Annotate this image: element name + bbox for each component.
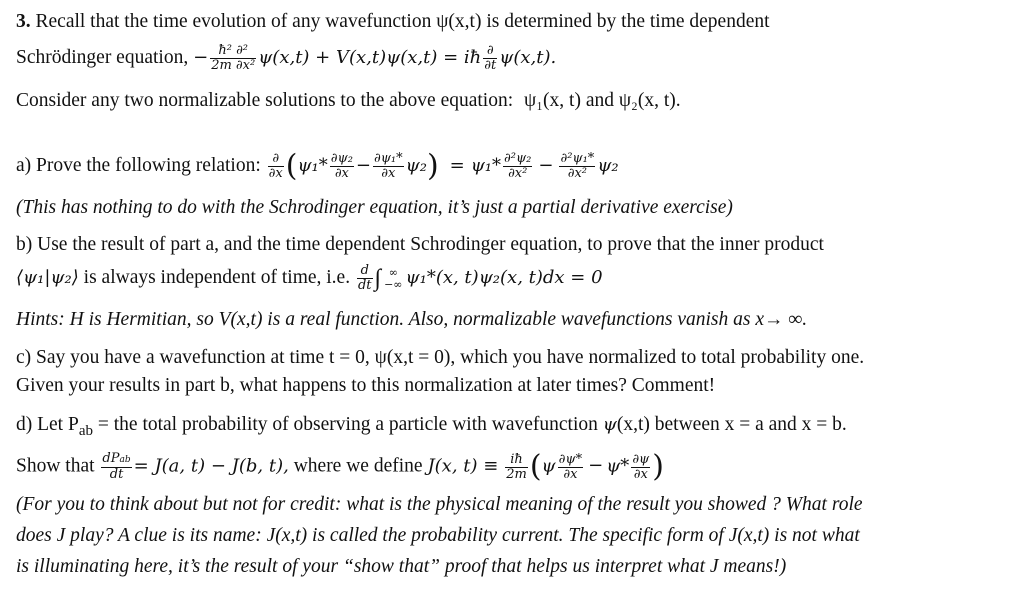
part-d-note2: does J play? A clue is its name: J(x,t) is called the probability current. The specific form of J(x,t) is not what: [16, 525, 860, 546]
show-lead: Show that: [16, 455, 95, 477]
part-d-line1: [16, 412, 847, 438]
show-equation: = J(a, t) − J(b, t),: [133, 455, 289, 477]
eq-minus: −: [193, 46, 209, 68]
problem-number: 3.: [16, 11, 31, 32]
minus-sign-rhs: −: [538, 154, 554, 176]
part-d-text-end: (x,t) between x = a and x = b.: [616, 414, 847, 435]
left-paren: (: [285, 148, 298, 184]
integral-sign: ∫: [374, 265, 382, 292]
part-b-line1: b) Use the result of part a, and the time dependent Schrodinger equation, to prove that the inner product: [16, 234, 824, 255]
integrand: ψ₁*(x, t)ψ₂(x, t)dx = 0: [405, 266, 603, 288]
dpsistar-dx: $\frac{\partial\psi*}{\partial x}$: [558, 451, 583, 482]
dpsi2-dx: $\frac{\text{∂ψ₂}}{\partial x}$: [330, 151, 353, 181]
part-d-lead: d) Let P: [16, 414, 79, 435]
dpab-dt: $\frac{\text{dPab}}{dt}$: [102, 451, 131, 482]
part-a-note: (This has nothing to do with the Schrodinger equation, it’s just a partial derivative exercise): [16, 197, 733, 218]
d2psi1star-dx2: $\frac{\text{∂²ψ₁*}}{\text{∂x²}}$: [560, 151, 595, 181]
j-right-paren: ): [652, 449, 664, 484]
solutions-text: ψ₁(x, t) and ψ₂(x, t).: [524, 90, 681, 111]
hbar-fraction: $\frac{\text{ħ² ∂²}}{\text{2m ∂x²}}$: [211, 43, 256, 73]
part-a-line: [16, 148, 619, 184]
partial-x-operator: $\frac{\partial}{\partial x}$: [268, 151, 283, 181]
dpsi-dx: $\frac{\partial\psi}{\partial x}$: [632, 451, 650, 482]
minus-sign: −: [355, 154, 372, 176]
psi1-star-rhs: ψ₁*: [470, 154, 502, 176]
inner-product: ⟨ψ₁|ψ₂⟩: [16, 266, 79, 288]
part-d-text: = the total probability of observing a particle with wavefunction: [97, 414, 598, 435]
consider-text: Consider any two normalizable solutions to the above equation:: [16, 90, 514, 111]
j-definition-lhs: J(x, t) ≡: [427, 455, 499, 477]
j-minus: −: [588, 455, 604, 477]
pab-subscript: ab: [78, 422, 93, 439]
j-left-paren: (: [529, 449, 542, 484]
psi2-rhs: ψ₂: [597, 154, 619, 176]
intro-text: Recall that the time evolution of any wavefunction ψ(x,t) is determined by the time dependent: [35, 11, 770, 32]
psi-symbol: ψ: [602, 414, 617, 435]
j-psi: ψ: [541, 455, 556, 477]
schrodinger-mid: ψ(x,t) + V(x,t)ψ(x,t) = iħ: [258, 46, 482, 68]
psi2: ψ₂: [405, 154, 427, 176]
j-psistar: ψ*: [606, 455, 630, 477]
time-derivative: $\frac{\partial}{\partial t}$: [484, 43, 497, 73]
part-d-show-line: [16, 449, 664, 484]
integral-limits: ∞ −∞: [384, 265, 403, 291]
d-dt-operator: $\frac{d}{dt}$: [357, 263, 372, 293]
part-d-note1: (For you to think about but not for credit: what is the physical meaning of the result you showed ? What role: [16, 494, 863, 515]
part-b-line2: [16, 264, 603, 293]
schrodinger-lead: Schrödinger equation,: [16, 46, 189, 68]
where-text: where we define: [293, 455, 423, 477]
part-a-lead: a) Prove the following relation:: [16, 154, 261, 176]
consider-line: [16, 88, 681, 114]
intro-line: [16, 9, 770, 35]
part-b-hints: Hints: H is Hermitian, so V(x,t) is a real function. Also, normalizable wavefunctions vanish as x→ ∞.: [16, 309, 808, 330]
part-d-note3: is illuminating here, it’s the result of your “show that” proof that helps us interpret what J means!): [16, 556, 787, 577]
psi1-star: ψ₁*: [297, 154, 328, 176]
schrodinger-line: [16, 44, 556, 73]
part-c-line2: Given your results in part b, what happens to this normalization at later times? Comment!: [16, 375, 716, 396]
part-b-mid: is always independent of time, i.e.: [83, 266, 351, 288]
dpsi1star-dx: $\frac{\text{∂ψ₁*}}{\partial x}$: [374, 151, 403, 181]
right-paren: ): [427, 148, 439, 184]
d2psi2-dx2: $\frac{\text{∂²ψ₂}}{\text{∂x²}}$: [504, 151, 532, 181]
ihbar-2m: $\frac{iħ}{2m}$: [506, 451, 527, 482]
equals-sign: =: [449, 154, 465, 176]
schrodinger-tail: ψ(x,t).: [499, 46, 557, 68]
part-c-line1: c) Say you have a wavefunction at time t = 0, ψ(x,t = 0), which you have normalized to total probability one.: [16, 347, 865, 368]
